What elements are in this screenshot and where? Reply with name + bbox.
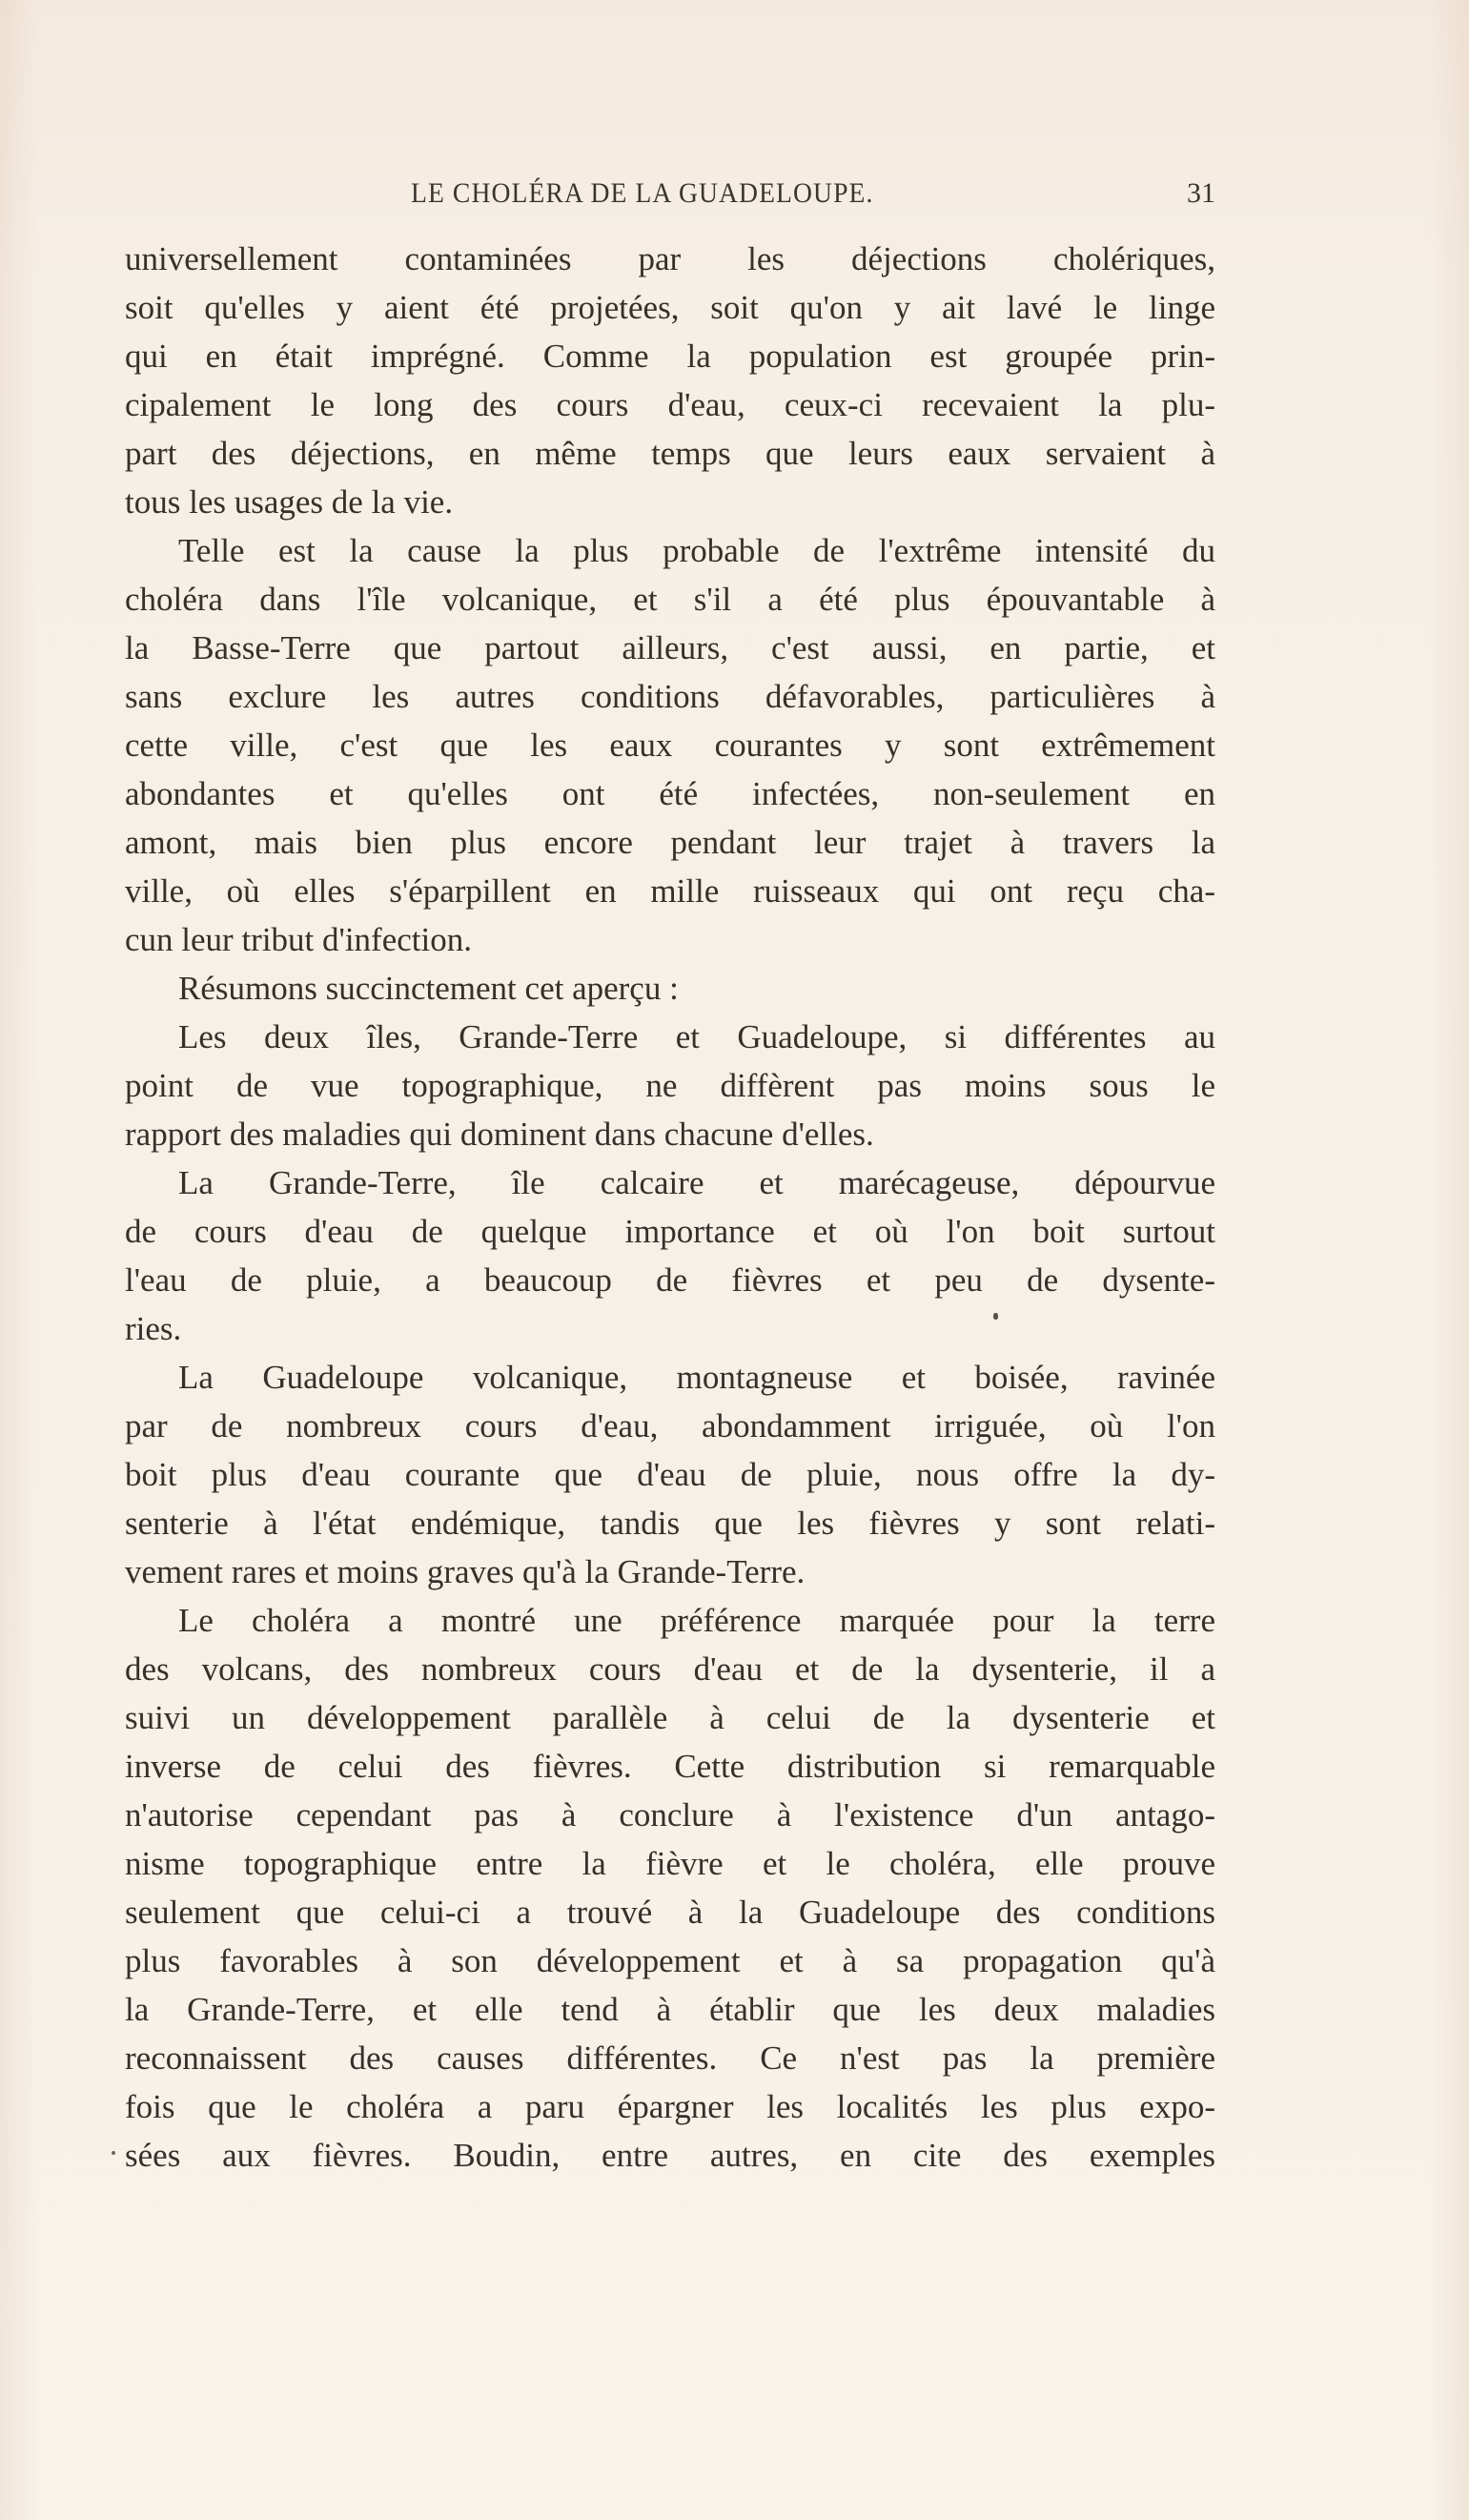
text-line: n'autorise cependant pas à conclure à l'existence d'un antago- (125, 1796, 1215, 1834)
text-line: tous les usages de la vie. (125, 483, 454, 521)
paragraph (125, 1013, 1215, 1158)
running-header (125, 177, 1215, 215)
margin-mark (112, 2151, 115, 2155)
paragraph (125, 235, 1215, 526)
text-line: vement rares et moins graves qu'à la Grande-Terre. (125, 1553, 806, 1590)
text-line: qui en était imprégné. Comme la population est groupée prin- (125, 338, 1215, 375)
text-line: des volcans, des nombreux cours d'eau et de la dysenterie, il a (125, 1650, 1215, 1688)
text-line: ries. (125, 1310, 182, 1347)
text-line: Telle est la cause la plus probable de l'extrême intensité du (178, 532, 1215, 569)
text-line: amont, mais bien plus encore pendant leur trajet à travers la (125, 824, 1215, 861)
text-line: universellement contaminées par les déjections cholériques, (125, 240, 1215, 277)
paragraph (125, 1158, 1215, 1353)
text-line: reconnaissent des causes différentes. Ce n'est pas la première (125, 2039, 1215, 2077)
paragraph (125, 526, 1215, 964)
text-line: plus favorables à son développement et à sa propagation qu'à (125, 1942, 1215, 1979)
text-line: Les deux îles, Grande-Terre et Guadeloupe, si différentes au (178, 1018, 1215, 1055)
text-line: part des déjections, en même temps que leurs eaux servaient à (125, 435, 1215, 472)
text-line: La Grande-Terre, île calcaire et marécageuse, dépourvue (178, 1164, 1215, 1201)
text-line: fois que le choléra a paru épargner les localités les plus expo- (125, 2088, 1215, 2125)
ink-speck (993, 1313, 998, 1320)
text-line: boit plus d'eau courante que d'eau de pluie, nous offre la dy- (125, 1456, 1215, 1493)
text-line: rapport des maladies qui dominent dans chacune d'elles. (125, 1116, 874, 1153)
text-line: cun leur tribut d'infection. (125, 921, 472, 958)
page-number: 31 (1187, 177, 1215, 209)
text-line: point de vue topographique, ne diffèrent pas moins sous le (125, 1067, 1215, 1104)
paragraph (125, 1353, 1215, 1596)
text-line: cipalement le long des cours d'eau, ceux-ci recevaient la plu- (125, 386, 1215, 423)
text-line: La Guadeloupe volcanique, montagneuse et boisée, ravinée (178, 1359, 1215, 1396)
text-line: ville, où elles s'éparpillent en mille ruisseaux qui ont reçu cha- (125, 872, 1215, 910)
text-line: inverse de celui des fièvres. Cette distribution si remarquable (125, 1748, 1215, 1785)
text-line: soit qu'elles y aient été projetées, soit qu'on y ait lavé le linge (125, 289, 1215, 326)
text-line: nisme topographique entre la fièvre et le choléra, elle prouve (125, 1845, 1215, 1882)
text-line: seulement que celui-ci a trouvé à la Guadeloupe des conditions (125, 1894, 1215, 1931)
paragraph (125, 1596, 1215, 2180)
text-line: choléra dans l'île volcanique, et s'il a été plus épouvantable à (125, 581, 1215, 618)
text-line: abondantes et qu'elles ont été infectées, non-seulement en (125, 775, 1215, 812)
text-line: cette ville, c'est que les eaux courantes y sont extrêmement (125, 727, 1215, 764)
text-line: Le choléra a montré une préférence marquée pour la terre (178, 1602, 1215, 1639)
text-line: l'eau de pluie, a beaucoup de fièvres et peu de dysente- (125, 1261, 1215, 1299)
text-line: suivi un développement parallèle à celui de la dysenterie et (125, 1699, 1215, 1736)
text-line: la Grande-Terre, et elle tend à établir que les deux maladies (125, 1991, 1215, 2028)
paragraph (125, 964, 1215, 1013)
text-line: de cours d'eau de quelque importance et où l'on boit surtout (125, 1213, 1215, 1250)
text-line: la Basse-Terre que partout ailleurs, c'est aussi, en partie, et (125, 629, 1215, 666)
text-line: sans exclure les autres conditions défavorables, particulières à (125, 678, 1215, 715)
text-line: sées aux fièvres. Boudin, entre autres, en cite des exemples (125, 2137, 1215, 2174)
text-line: par de nombreux cours d'eau, abondamment irriguée, où l'on (125, 1407, 1215, 1444)
running-title: LE CHOLÉRA DE LA GUADELOUPE. (411, 177, 874, 209)
text-line: senterie à l'état endémique, tandis que les fièvres y sont relati- (125, 1505, 1215, 1542)
body-text (125, 235, 1215, 2180)
text-line: Résumons succinctement cet aperçu : (178, 970, 679, 1007)
